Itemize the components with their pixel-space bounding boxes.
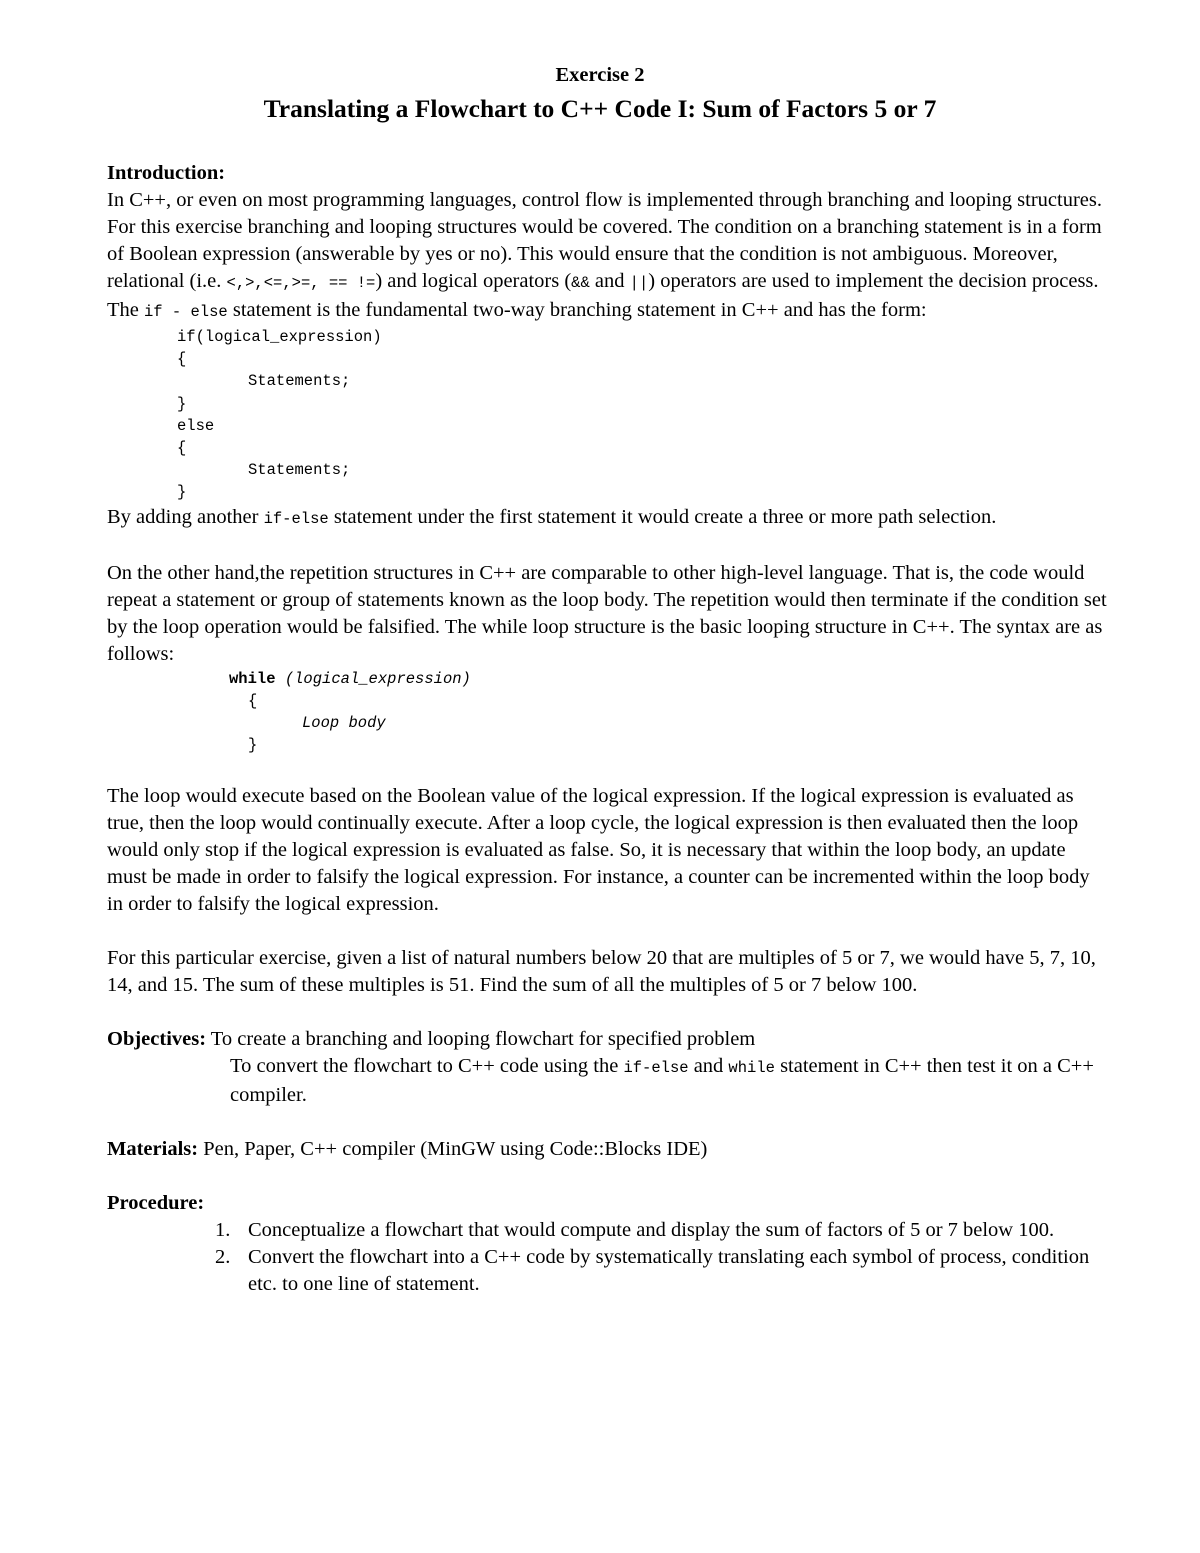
- nested-if-text-1: By adding another: [107, 505, 264, 528]
- loop-execution-paragraph: The loop would execute based on the Boolean value of the logical expression. If the logical expression is evaluated as true, then the loop would continually execute. After a loop cycle, the logical expression is then evaluated then the loop would only stop if the logical expression is evaluated as false. So, it is necessary that within the loop body, an update must be made in order to falsify the logical expression. For instance, a counter can be incremented within the loop body in order to falsify the logical expression.: [107, 785, 1090, 916]
- spacer: [107, 1163, 1107, 1190]
- spacer: [107, 999, 1107, 1026]
- relational-operators: <,>,<=,>=, == !=: [226, 274, 376, 292]
- and-operator: &&: [571, 274, 590, 292]
- code-line: Loop body: [302, 714, 386, 733]
- spacer: [107, 918, 1107, 945]
- if-else-keyword: if-else: [263, 509, 329, 528]
- procedure-heading: Procedure:: [107, 1192, 205, 1215]
- exercise-label: Exercise 2: [555, 64, 645, 86]
- spacer: [107, 533, 1107, 560]
- objective-2-text-2: and: [688, 1055, 729, 1078]
- or-operator: ||: [629, 274, 649, 292]
- step-text: Convert the flowchart into a C++ code by systematically translating each symbol of process, condition etc. to one line of statement.: [248, 1246, 1090, 1296]
- objectives-label: Objectives:: [107, 1028, 207, 1051]
- intro-text-1: In C++, or even on most programming languages, control flow is implemented through branching and looping structures. For this exercise branching and looping structures would be covered. The condition on a branching statement is in a form of Boolean expression (answerable by yes or no). This would ensure that the condition is not ambiguous. Moreover, relational (i.e.: [107, 189, 1102, 292]
- spacer: [107, 1109, 1107, 1136]
- if-else-code-block: [107, 326, 1107, 504]
- introduction-heading: Introduction:: [107, 162, 226, 184]
- while-expression: (logical_expression): [284, 669, 471, 688]
- code-line: {: [248, 691, 258, 710]
- objectives-line-2: [107, 1053, 1107, 1109]
- repetition-paragraph: On the other hand,the repetition structures in C++ are comparable to other high-level language. That is, the code would repeat a statement or group of statements known as the loop body. The repetition would then terminate if the condition set by the loop operation would be falsified. The while loop structure is the basic looping structure in C++. The syntax are as follows:: [107, 561, 1107, 665]
- document-body: [107, 160, 1107, 1298]
- intro-text-3: and: [589, 270, 630, 292]
- code-line: else: [177, 416, 215, 435]
- objective-1: To create a branching and looping flowchart for specified problem: [206, 1028, 756, 1051]
- spacer: [107, 756, 1107, 783]
- while-keyword: while: [728, 1059, 775, 1078]
- code-line: Statements;: [248, 461, 351, 480]
- exercise-problem-paragraph: For this particular exercise, given a list of natural numbers below 20 that are multiples of 5 or 7, we would have 5, 7, 10, 14, and 15. The sum of these multiples is 51. Find the sum of all the multiples of 5 or 7 below 100.: [107, 947, 1096, 997]
- step-number: 1.: [215, 1219, 231, 1242]
- nested-if-paragraph: [107, 504, 1107, 533]
- objective-2-text-1: To convert the flowchart to C++ code using the: [230, 1055, 624, 1078]
- if-else-keyword: if - else: [144, 303, 228, 321]
- materials-label: Materials:: [107, 1138, 199, 1161]
- step-text: Conceptualize a flowchart that would compute and display the sum of factors of 5 or 7 below 100.: [248, 1219, 1055, 1242]
- while-keyword: while: [229, 669, 276, 688]
- intro-paragraph: [107, 187, 1107, 326]
- code-line: [107, 668, 1107, 690]
- objective-2-text-3: statement in C++ then test it on a C++ compiler.: [230, 1055, 1094, 1107]
- intro-text-2: ) and logical operators (: [375, 270, 572, 292]
- code-line: if(logical_expression): [177, 328, 382, 346]
- code-line: }: [177, 394, 187, 413]
- step-number: 2.: [215, 1246, 231, 1269]
- objectives-section: [107, 1026, 1107, 1109]
- procedure-list: [107, 1217, 1107, 1298]
- materials-section: [107, 1136, 1107, 1163]
- code-line: }: [248, 736, 258, 755]
- intro-text-4: ) operators are used to implement the decision process. The: [107, 270, 1099, 321]
- nested-if-text-2: statement under the first statement it would create a three or more path selection.: [328, 505, 997, 528]
- while-code-block: [107, 668, 1107, 757]
- code-line: Statements;: [248, 372, 351, 391]
- page-title: Translating a Flowchart to C++ Code I: Sum of Factors 5 or 7: [263, 94, 937, 123]
- list-item: [107, 1217, 1107, 1244]
- materials-text: Pen, Paper, C++ compiler (MinGW using Code::Blocks IDE): [198, 1138, 708, 1161]
- code-line: {: [177, 350, 187, 369]
- if-else-keyword: if-else: [623, 1059, 689, 1078]
- code-line: {: [177, 439, 187, 458]
- intro-text-5: statement is the fundamental two-way branching statement in C++ and has the form:: [227, 299, 927, 321]
- objectives-line-1: [107, 1026, 1107, 1053]
- list-item: [107, 1244, 1107, 1298]
- code-line: }: [177, 483, 187, 502]
